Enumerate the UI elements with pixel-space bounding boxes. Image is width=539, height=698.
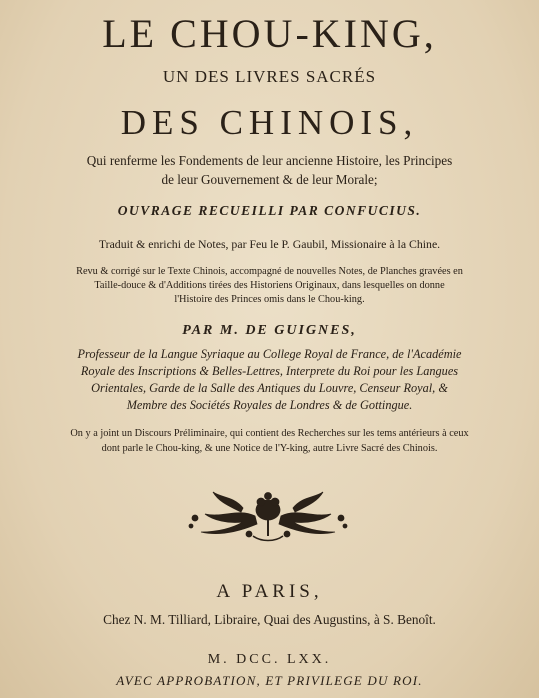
editor-titles-3: Orientales, Garde de la Salle des Antiques du Louvre, Censeur Royal, &	[91, 381, 448, 395]
revised-line-1: Revu & corrigé sur le Texte Chinois, accompagné de nouvelles Notes, de Planches gravées en	[76, 266, 463, 277]
title-line-1: LE CHOU-KING,	[102, 11, 437, 56]
title-line-2: UN DES LIVRES SACRÉS	[162, 67, 377, 86]
translated-by: Traduit & enrichi de Notes, par Feu le P. Gaubil, Missionaire à la Chine.	[98, 237, 441, 251]
year: M. DCC. LXX.	[207, 652, 332, 667]
subtitle-line-2: de leur Gouvernement & de leur Morale;	[161, 172, 378, 187]
floral-vignette-icon	[183, 488, 353, 544]
editor: PAR M. DE GUIGNES,	[182, 323, 357, 338]
addition-line-2: dont parle le Chou-king, & une Notice de l'Y-king, autre Livre Sacré des Chinois.	[101, 443, 438, 454]
compiled-by: OUVRAGE RECUEILLI PAR CONFUCIUS.	[117, 203, 422, 218]
title-line-3: DES CHINOIS,	[120, 103, 419, 142]
privilege: AVEC APPROBATION, ET PRIVILEGE DU ROI.	[116, 673, 423, 688]
editor-titles-1: Professeur de la Langue Syriaque au College Royal de France, de l'Académie	[77, 347, 462, 361]
revised-line-2: Taille-douce & d'Additions tirées des Historiens Originaux, dans lesquelles on donne	[94, 280, 445, 291]
editor-titles-2: Royale des Inscriptions & Belles-Lettres, Interprete du Roi pour les Langues	[80, 364, 459, 378]
publisher: Chez N. M. Tilliard, Libraire, Quai des Augustins, à S. Benoît.	[103, 612, 436, 627]
editor-titles-4: Membre des Sociétés Royales de Londres & de Gottingue.	[126, 398, 413, 412]
subtitle-line-1: Qui renferme les Fondements de leur ancienne Histoire, les Principes	[86, 153, 453, 168]
revised-line-3: l'Histoire des Princes omis dans le Chou-king.	[174, 294, 365, 305]
addition-line-1: On y a joint un Discours Préliminaire, qui contient des Recherches sur les tems antérieurs à ceux	[70, 428, 469, 439]
place: A PARIS,	[216, 581, 323, 602]
